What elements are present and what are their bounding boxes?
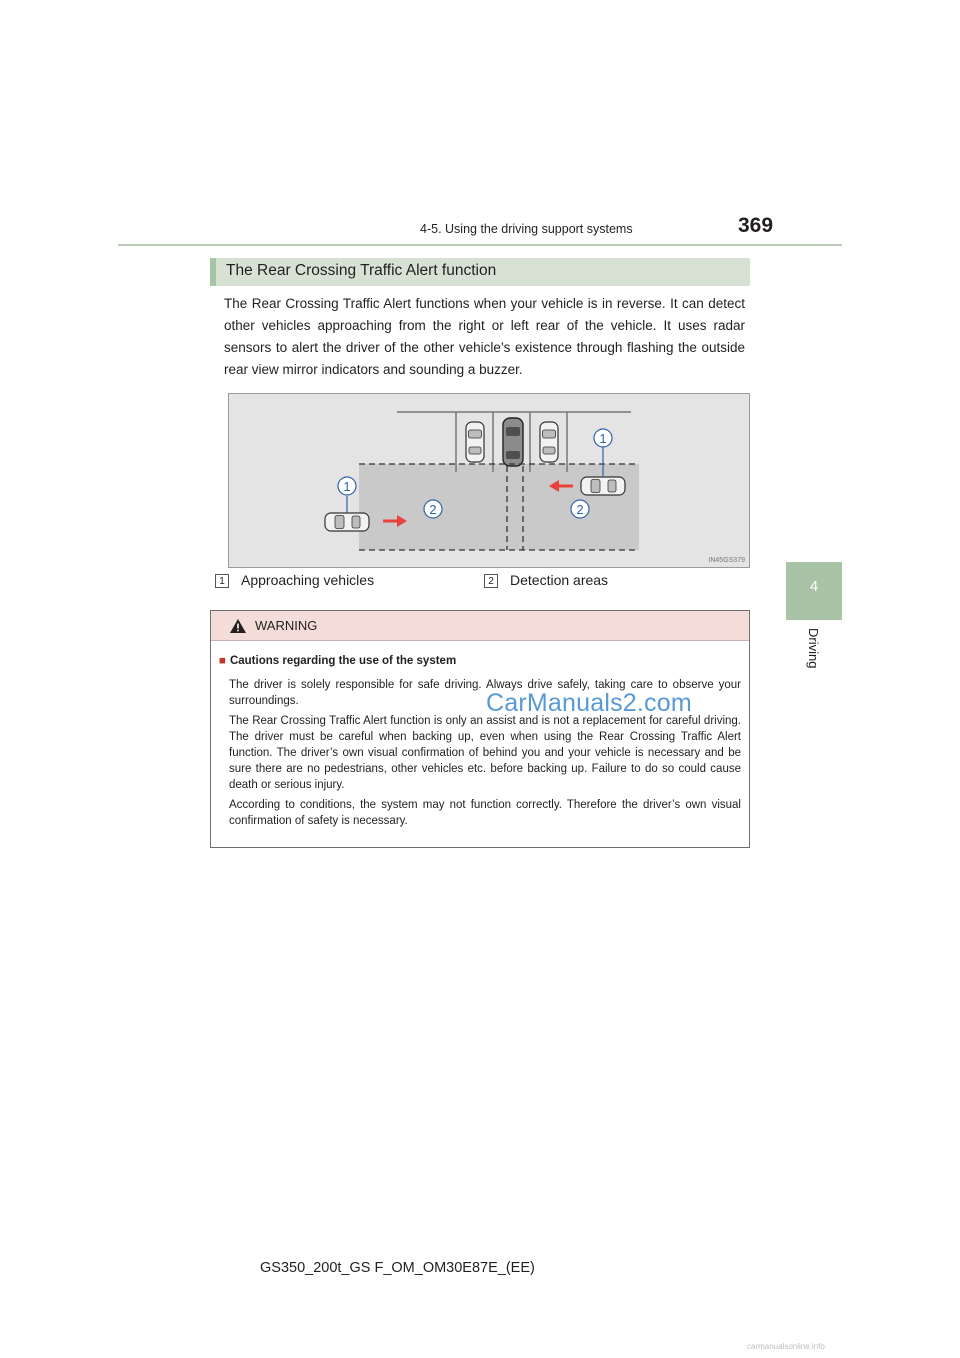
warning-paragraph-3: According to conditions, the system may not function correctly. Therefore the driver’s own visual confirmation of safety is necessary.	[229, 799, 741, 827]
footer-code: GS350_200t_GS F_OM_OM30E87E_(EE)	[260, 1260, 535, 1276]
watermark: CarManuals2.com	[486, 689, 692, 717]
section-title-bar	[210, 258, 750, 286]
callout-2-right	[571, 500, 589, 518]
svg-text:1: 1	[599, 431, 607, 446]
bullet-square-icon: ■	[219, 655, 226, 667]
warning-title: WARNING	[255, 618, 318, 633]
legend-badge-1: 1	[215, 574, 229, 588]
warning-box	[210, 610, 750, 848]
header-section-title: 4-5. Using the driving support systems	[420, 222, 633, 236]
approaching-vehicle-right	[581, 477, 625, 495]
section-title: The Rear Crossing Traffic Alert function	[226, 262, 497, 279]
chapter-tab-label-wrap	[805, 628, 825, 688]
legend-item-1	[215, 572, 374, 588]
legend-badge-2: 2	[484, 574, 498, 588]
own-vehicle	[503, 418, 523, 466]
warning-triangle-icon	[229, 618, 247, 634]
chapter-tab-label: Driving	[806, 628, 821, 669]
parked-car-1	[466, 422, 484, 462]
warning-paragraph-2: The Rear Crossing Traffic Alert function is only an assist and is not a replacement for careful driving. The driver must be careful when backing up, even when using the Rear Crossing Traffic Alert function. The driver’s own visual confirmation of behind you and your vehicle is necessary and be sure there are no pedestrians, other vehicles etc. before backing up. Failure to do so could cause death or serious injury.	[229, 715, 741, 791]
svg-text:2: 2	[576, 502, 584, 517]
legend-text-2: Detection areas	[510, 572, 609, 588]
warning-subtitle: Cautions regarding the use of the system	[229, 655, 457, 667]
figure-code: IN45GS379	[708, 557, 745, 564]
site-watermark: carmanualsonline.info	[747, 1342, 825, 1351]
warning-header	[211, 611, 749, 641]
parked-car-2	[540, 422, 558, 462]
intro-paragraph: The Rear Crossing Traffic Alert functions when your vehicle is in reverse. It can detect other vehicles approaching from the right or left rear of the vehicle. It uses radar sensors to alert the driver of the other vehicle’s existence through flashing the outside rear view mirror indicators and sounding a buzzer.	[224, 296, 745, 377]
legend-text-1: Approaching vehicles	[241, 572, 375, 588]
svg-text:2: 2	[429, 502, 437, 517]
callout-2-left	[424, 500, 442, 518]
rcta-diagram-svg	[229, 394, 749, 567]
warning-subtitle-row	[219, 655, 456, 667]
legend-item-2	[484, 572, 608, 588]
approaching-vehicle-left	[325, 513, 369, 531]
warning-paragraph-1: The driver is solely responsible for safe driving. Always drive safely, taking care to observe your surroundings.	[229, 679, 741, 707]
chapter-tab-number: 4	[809, 578, 819, 595]
page-number: 369	[738, 214, 774, 237]
rcta-diagram	[228, 393, 750, 568]
callout-1-right	[594, 429, 612, 447]
callout-1-left	[338, 477, 356, 495]
svg-text:1: 1	[343, 479, 351, 494]
header-rule	[118, 244, 842, 246]
